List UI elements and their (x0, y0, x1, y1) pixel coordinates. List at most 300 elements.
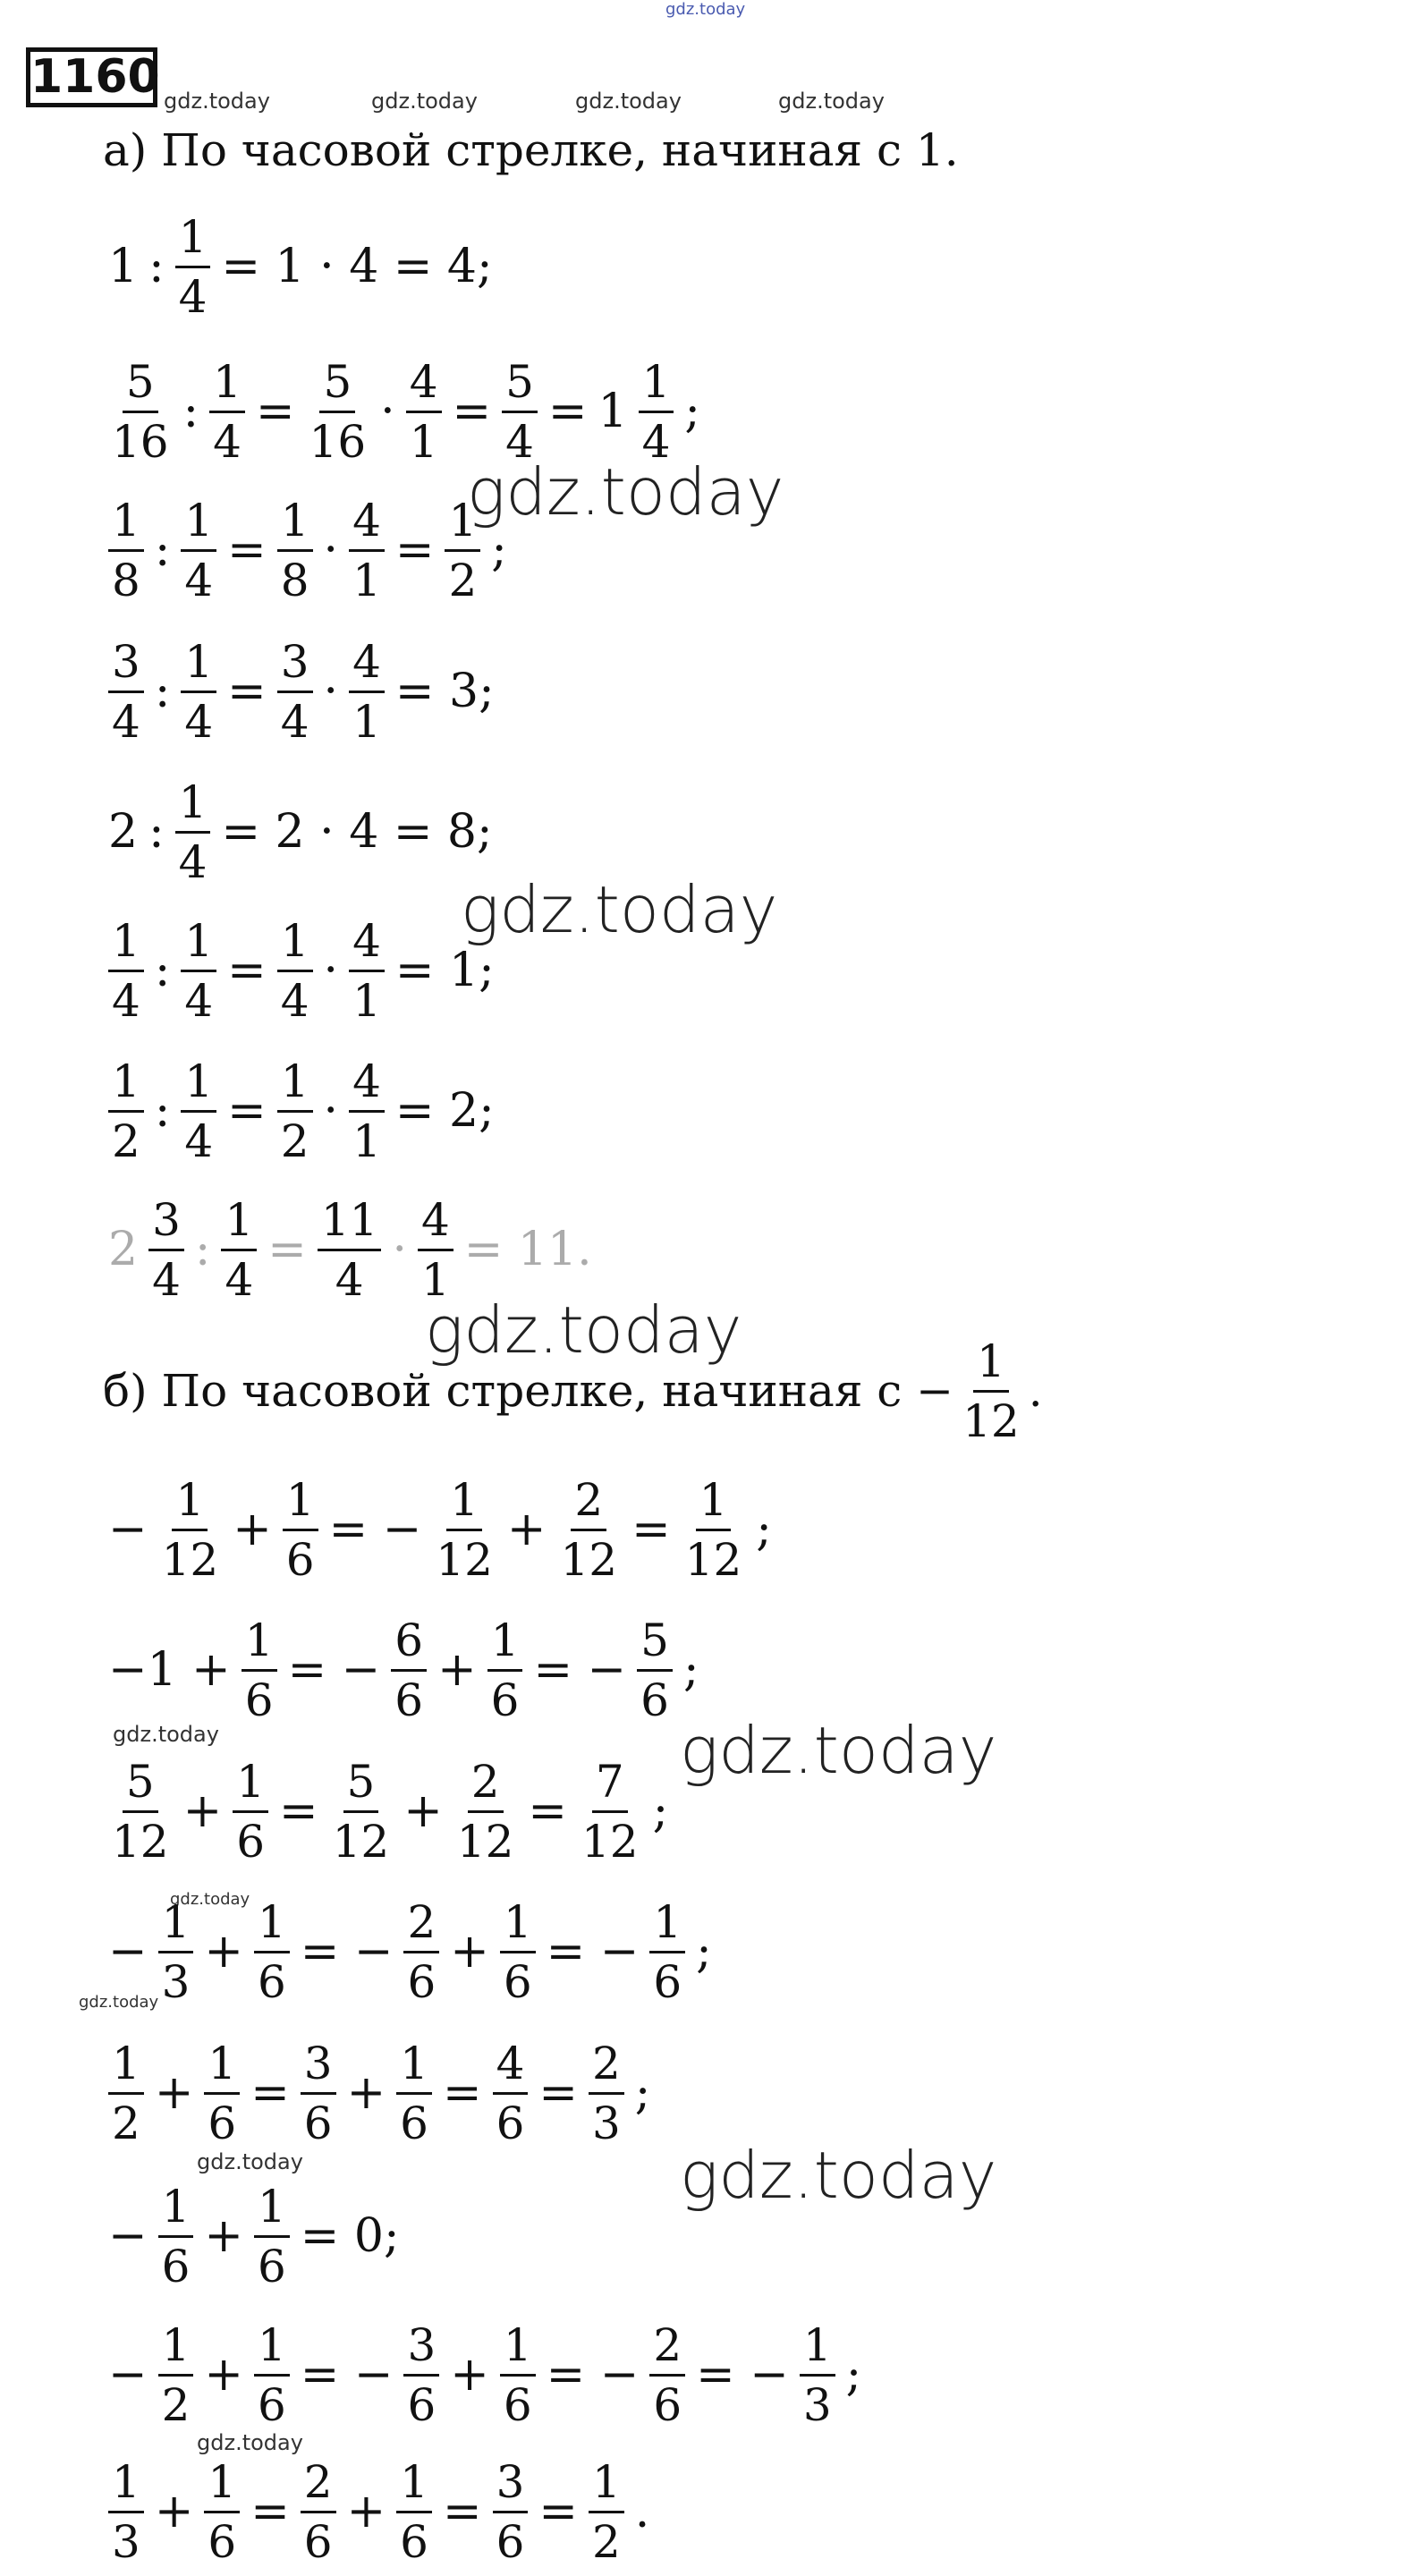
denominator: 4 (280, 695, 309, 748)
watermark: gdz.today (197, 2149, 303, 2174)
fraction (639, 357, 674, 467)
math-text: 1 (598, 385, 628, 438)
numerator: 1 (396, 2457, 432, 2513)
fraction (277, 637, 313, 747)
denominator: 4 (152, 1253, 181, 1306)
math-text: = 2; (394, 1084, 495, 1138)
equation-line (103, 204, 498, 329)
fraction (391, 1615, 427, 1725)
denominator: 1 (420, 1253, 450, 1306)
watermark: gdz.today (197, 2430, 303, 2455)
equation-line (103, 629, 500, 754)
fraction (589, 2038, 624, 2148)
numerator: 1 (254, 2182, 290, 2238)
fraction (349, 916, 385, 1026)
denominator: 3 (802, 2378, 832, 2431)
denominator: 4 (225, 1253, 254, 1306)
numerator: 11 (318, 1195, 382, 1251)
denominator: 6 (496, 2097, 525, 2149)
fraction (158, 2320, 194, 2430)
numerator: 1 (233, 1757, 268, 1813)
fraction (108, 1757, 173, 1867)
denominator: 6 (490, 1674, 520, 1726)
math-text: : (154, 1084, 171, 1138)
math-text: + (182, 1784, 223, 1838)
denominator: 8 (112, 554, 140, 606)
fraction (301, 2038, 336, 2148)
fraction (277, 496, 313, 606)
math-text: = (255, 385, 295, 438)
denominator: 6 (303, 2515, 333, 2568)
numerator: 4 (418, 1195, 453, 1251)
equation-line (103, 769, 498, 894)
numerator: 1 (242, 1615, 277, 1672)
math-text: = (227, 1084, 267, 1138)
numerator: 1 (181, 1056, 216, 1113)
denominator: 4 (280, 974, 309, 1027)
math-text: = (250, 2485, 290, 2538)
math-text: + (346, 2485, 386, 2538)
numerator: 1 (589, 2457, 624, 2513)
math-text: ; (491, 523, 507, 577)
numerator: 1 (221, 1195, 257, 1251)
numerator: 1 (446, 1475, 482, 1531)
denominator: 2 (161, 2378, 191, 2431)
fraction (283, 1475, 318, 1585)
part-b-heading: б) По часовой стрелке, начиная с − $\frac{1}{12}$ . (103, 1335, 1043, 1447)
denominator: 1 (409, 415, 438, 468)
denominator: 1 (352, 695, 381, 748)
denominator: 6 (161, 2240, 191, 2292)
math-text: = (442, 2485, 482, 2538)
fraction (649, 2320, 685, 2430)
denominator: 2 (112, 2097, 140, 2149)
fraction (175, 777, 211, 887)
denominator: 12 (456, 1815, 514, 1868)
top-watermark: gdz.today (665, 0, 746, 19)
denominator: 6 (400, 2097, 428, 2149)
denominator: 6 (407, 1955, 437, 2008)
math-text: = (250, 2066, 290, 2120)
watermark: gdz.today (170, 1890, 250, 1909)
denominator: 4 (184, 695, 214, 748)
denominator: 6 (257, 2378, 286, 2431)
numerator: 4 (349, 637, 385, 693)
math-text: = (631, 1503, 671, 1556)
denominator: 3 (161, 1955, 191, 2008)
watermark: gdz.today (425, 1292, 742, 1368)
denominator: 3 (591, 2097, 621, 2149)
watermark: gdz.today (79, 1993, 159, 2012)
math-text: : (148, 805, 165, 859)
math-text: = (227, 523, 267, 577)
denominator: 6 (285, 1533, 315, 1586)
fraction (108, 2038, 144, 2148)
watermark: gdz.today (371, 89, 478, 114)
denominator: 6 (244, 1674, 274, 1726)
fraction (500, 1897, 536, 2007)
math-text: + (154, 2066, 194, 2120)
fraction (175, 212, 211, 322)
denominator: 16 (112, 415, 169, 468)
numerator: 1 (277, 496, 313, 552)
part-a-heading: а) По часовой стрелке, начиная с 1. (103, 124, 959, 176)
math-text: = − (300, 1925, 394, 1979)
equation-line (103, 2030, 656, 2156)
denominator: 4 (505, 415, 534, 468)
denominator: 6 (400, 2515, 428, 2568)
denominator: 6 (503, 2378, 532, 2431)
watermark: gdz.today (778, 89, 885, 114)
numerator: 1 (500, 1897, 536, 1953)
fraction (487, 1615, 523, 1725)
math-text: · (380, 385, 395, 438)
fraction (148, 1195, 184, 1305)
denominator: 6 (640, 1674, 669, 1726)
math-text: . (634, 2485, 650, 2538)
denominator: 12 (436, 1533, 493, 1586)
numerator: 1 (158, 1897, 194, 1953)
equation-line (103, 908, 500, 1033)
numerator: 1 (175, 777, 211, 834)
denominator: 4 (641, 415, 671, 468)
fraction (254, 1897, 290, 2007)
numerator: 2 (589, 2038, 624, 2095)
numerator: 4 (349, 916, 385, 972)
denominator: 1 (352, 554, 381, 606)
math-text: − (108, 1503, 148, 1556)
fraction (453, 1757, 518, 1867)
fraction (108, 496, 144, 606)
denominator: 12 (112, 1815, 169, 1868)
denominator: 6 (496, 2515, 525, 2568)
denominator: 12 (560, 1533, 618, 1586)
watermark: gdz.today (113, 1722, 219, 1747)
watermark: gdz.today (680, 2138, 997, 2213)
math-text: ; (652, 1784, 669, 1838)
fraction (406, 357, 442, 467)
numerator: 1 (500, 2320, 536, 2377)
equation-line (103, 2312, 867, 2437)
fraction (445, 496, 480, 606)
numerator: 1 (158, 2320, 194, 2377)
fraction (108, 1056, 144, 1166)
fraction (432, 1475, 496, 1585)
math-text: = − (300, 2348, 394, 2402)
numerator: 1 (158, 2182, 194, 2238)
denominator: 2 (448, 554, 478, 606)
denominator: 4 (213, 415, 242, 468)
watermark: gdz.today (467, 454, 784, 530)
numerator: 5 (343, 1757, 379, 1813)
math-text: · (323, 665, 339, 718)
denominator: 4 (112, 974, 140, 1027)
numerator: 2 (468, 1757, 504, 1813)
math-text: = − (546, 2348, 640, 2402)
fraction (500, 2320, 536, 2430)
numerator: 2 (649, 2320, 685, 2377)
math-text: + (506, 1503, 547, 1556)
numerator: 3 (148, 1195, 184, 1251)
numerator: 1 (445, 496, 480, 552)
denominator: 8 (280, 554, 309, 606)
equation-line (103, 1749, 674, 1874)
problem-number: 1160 (26, 47, 157, 107)
numerator: 1 (108, 2457, 144, 2513)
numerator: 3 (301, 2038, 336, 2095)
equation-line (103, 1889, 717, 2014)
denominator: 12 (684, 1533, 742, 1586)
numerator: 1 (487, 1615, 523, 1672)
fraction (493, 2038, 529, 2148)
math-text: = (538, 2485, 578, 2538)
math-text: = (442, 2066, 482, 2120)
fraction (959, 1336, 1023, 1446)
numerator: 7 (592, 1757, 628, 1813)
denominator: 6 (257, 1955, 286, 2008)
math-text: · (323, 523, 339, 577)
equation-line (103, 1187, 598, 1312)
math-text: : (194, 1223, 211, 1276)
equation-line (103, 349, 706, 474)
fraction (637, 1615, 673, 1725)
numerator: 2 (403, 1897, 439, 1953)
math-text: : (154, 523, 171, 577)
watermark: gdz.today (680, 1713, 997, 1788)
math-text: = − (533, 1643, 627, 1697)
numerator: 4 (349, 496, 385, 552)
numerator: 1 (283, 1475, 318, 1531)
fraction (277, 1056, 313, 1166)
watermark: gdz.today (461, 872, 778, 947)
denominator: 12 (161, 1533, 219, 1586)
fraction (254, 2320, 290, 2430)
math-text: + (346, 2066, 386, 2120)
fraction (158, 1897, 194, 2007)
math-text: = − (287, 1643, 381, 1697)
fraction (301, 2457, 336, 2567)
math-text: = (528, 1784, 567, 1838)
numerator: 1 (639, 357, 674, 413)
numerator: 1 (181, 637, 216, 693)
fraction (682, 1475, 746, 1585)
numerator: 1 (277, 916, 313, 972)
numerator: 6 (391, 1615, 427, 1672)
math-text: = 1 · 4 = 4; (221, 240, 493, 293)
fraction (349, 637, 385, 747)
equation-line (103, 1048, 500, 1174)
denominator: 4 (335, 1253, 364, 1306)
math-text: · (392, 1223, 407, 1276)
numerator: 1 (649, 1897, 685, 1953)
math-text: −1 + (108, 1643, 231, 1697)
fraction (502, 357, 538, 467)
numerator: 1 (181, 916, 216, 972)
denominator: 4 (184, 554, 214, 606)
fraction (108, 2457, 144, 2567)
denominator: 3 (112, 2515, 140, 2568)
fraction (418, 1195, 453, 1305)
math-text: = 2 · 4 = 8; (221, 805, 493, 859)
numerator: 1 (175, 212, 211, 268)
denominator: 6 (394, 1674, 424, 1726)
math-text: + (437, 1643, 477, 1697)
fraction (403, 1897, 439, 2007)
math-text: − (108, 2348, 148, 2402)
fraction (349, 1056, 385, 1166)
numerator: 1 (172, 1475, 208, 1531)
denominator: 4 (184, 974, 214, 1027)
denominator: 6 (208, 2097, 237, 2149)
fraction (181, 496, 216, 606)
math-text: = (267, 1223, 307, 1276)
numerator: 3 (493, 2457, 529, 2513)
math-text: + (204, 2348, 243, 2402)
numerator: 5 (123, 1757, 158, 1813)
fraction (589, 2457, 624, 2567)
math-text: : (182, 385, 199, 438)
numerator: 1 (973, 1336, 1009, 1393)
math-text: ; (682, 1643, 699, 1697)
equation-line (103, 1607, 704, 1733)
denominator: 4 (178, 270, 208, 323)
numerator: 1 (696, 1475, 732, 1531)
math-text: ; (684, 385, 700, 438)
math-text: + (154, 2485, 194, 2538)
fraction (578, 1757, 642, 1867)
equation-line (103, 487, 513, 613)
math-text: + (450, 2348, 489, 2402)
math-text: 2 (108, 1223, 139, 1276)
math-text: · (323, 944, 339, 997)
fraction (242, 1615, 277, 1725)
math-text: + (204, 2209, 243, 2263)
fraction (306, 357, 370, 467)
fraction (800, 2320, 835, 2430)
fraction (649, 1897, 685, 2007)
math-text: ; (845, 2348, 862, 2402)
equation-line (103, 1467, 777, 1592)
math-text: + (233, 1503, 272, 1556)
numerator: 1 (209, 357, 245, 413)
fraction (181, 637, 216, 747)
watermark: gdz.today (164, 89, 270, 114)
denominator: 4 (184, 1114, 214, 1167)
numerator: 2 (571, 1475, 606, 1531)
numerator: 1 (108, 1056, 144, 1113)
math-text: ; (756, 1503, 772, 1556)
denominator: 2 (112, 1114, 140, 1167)
math-text: : (148, 240, 165, 293)
fraction (209, 357, 245, 467)
numerator: 4 (493, 2038, 529, 2095)
numerator: 2 (301, 2457, 336, 2513)
fraction (158, 2182, 194, 2292)
denominator: 1 (352, 1114, 381, 1167)
numerator: 5 (502, 357, 538, 413)
fraction (158, 1475, 223, 1585)
denominator: 6 (653, 2378, 682, 2431)
fraction (556, 1475, 621, 1585)
math-text: = 3; (394, 665, 495, 718)
math-text: = (394, 523, 435, 577)
denominator: 12 (332, 1815, 390, 1868)
numerator: 1 (800, 2320, 835, 2377)
fraction (108, 916, 144, 1026)
equation-line (103, 2449, 655, 2574)
equation-line (103, 2174, 404, 2299)
fraction (204, 2457, 240, 2567)
math-text: = 11. (463, 1223, 592, 1276)
numerator: 3 (403, 2320, 439, 2377)
numerator: 1 (277, 1056, 313, 1113)
fraction (254, 2182, 290, 2292)
math-text: = 1; (394, 944, 495, 997)
math-text: = − (546, 1925, 640, 1979)
fraction (403, 2320, 439, 2430)
denominator: 6 (303, 2097, 333, 2149)
fraction (396, 2457, 432, 2567)
math-text: : (154, 665, 171, 718)
math-text: ; (634, 2066, 651, 2120)
math-text: : (154, 944, 171, 997)
denominator: 6 (503, 1955, 532, 2008)
numerator: 1 (108, 2038, 144, 2095)
fraction (108, 637, 144, 747)
math-text: = − (696, 2348, 789, 2402)
fraction (181, 916, 216, 1026)
math-text: 1 (108, 240, 139, 293)
numerator: 3 (108, 637, 144, 693)
fraction (318, 1195, 382, 1305)
math-text: + (450, 1925, 489, 1979)
fraction (221, 1195, 257, 1305)
denominator: 2 (591, 2515, 621, 2568)
math-text: = (279, 1784, 318, 1838)
denominator: 2 (280, 1114, 309, 1167)
math-text: − (108, 2209, 148, 2263)
math-text: + (204, 1925, 243, 1979)
denominator: 6 (407, 2378, 437, 2431)
fraction (329, 1757, 394, 1867)
math-text: = 0; (300, 2209, 400, 2263)
denominator: 1 (352, 974, 381, 1027)
denominator: 16 (309, 415, 367, 468)
denominator: 6 (653, 1955, 682, 2008)
denominator: 6 (257, 2240, 286, 2292)
numerator: 4 (406, 357, 442, 413)
math-text: = (538, 2066, 578, 2120)
numerator: 4 (349, 1056, 385, 1113)
math-text: · (323, 1084, 339, 1138)
denominator: 6 (236, 1815, 266, 1868)
math-text: 2 (108, 805, 139, 859)
math-text: = (227, 944, 267, 997)
math-text: = − (328, 1503, 422, 1556)
numerator: 1 (108, 916, 144, 972)
watermark: gdz.today (575, 89, 682, 114)
numerator: 1 (254, 2320, 290, 2377)
fraction (108, 357, 173, 467)
denominator: 12 (581, 1815, 639, 1868)
math-text: + (403, 1784, 443, 1838)
numerator: 1 (181, 496, 216, 552)
math-text: − (108, 1925, 148, 1979)
numerator: 5 (319, 357, 355, 413)
numerator: 1 (254, 1897, 290, 1953)
numerator: 1 (396, 2038, 432, 2095)
math-text: ; (696, 1925, 712, 1979)
